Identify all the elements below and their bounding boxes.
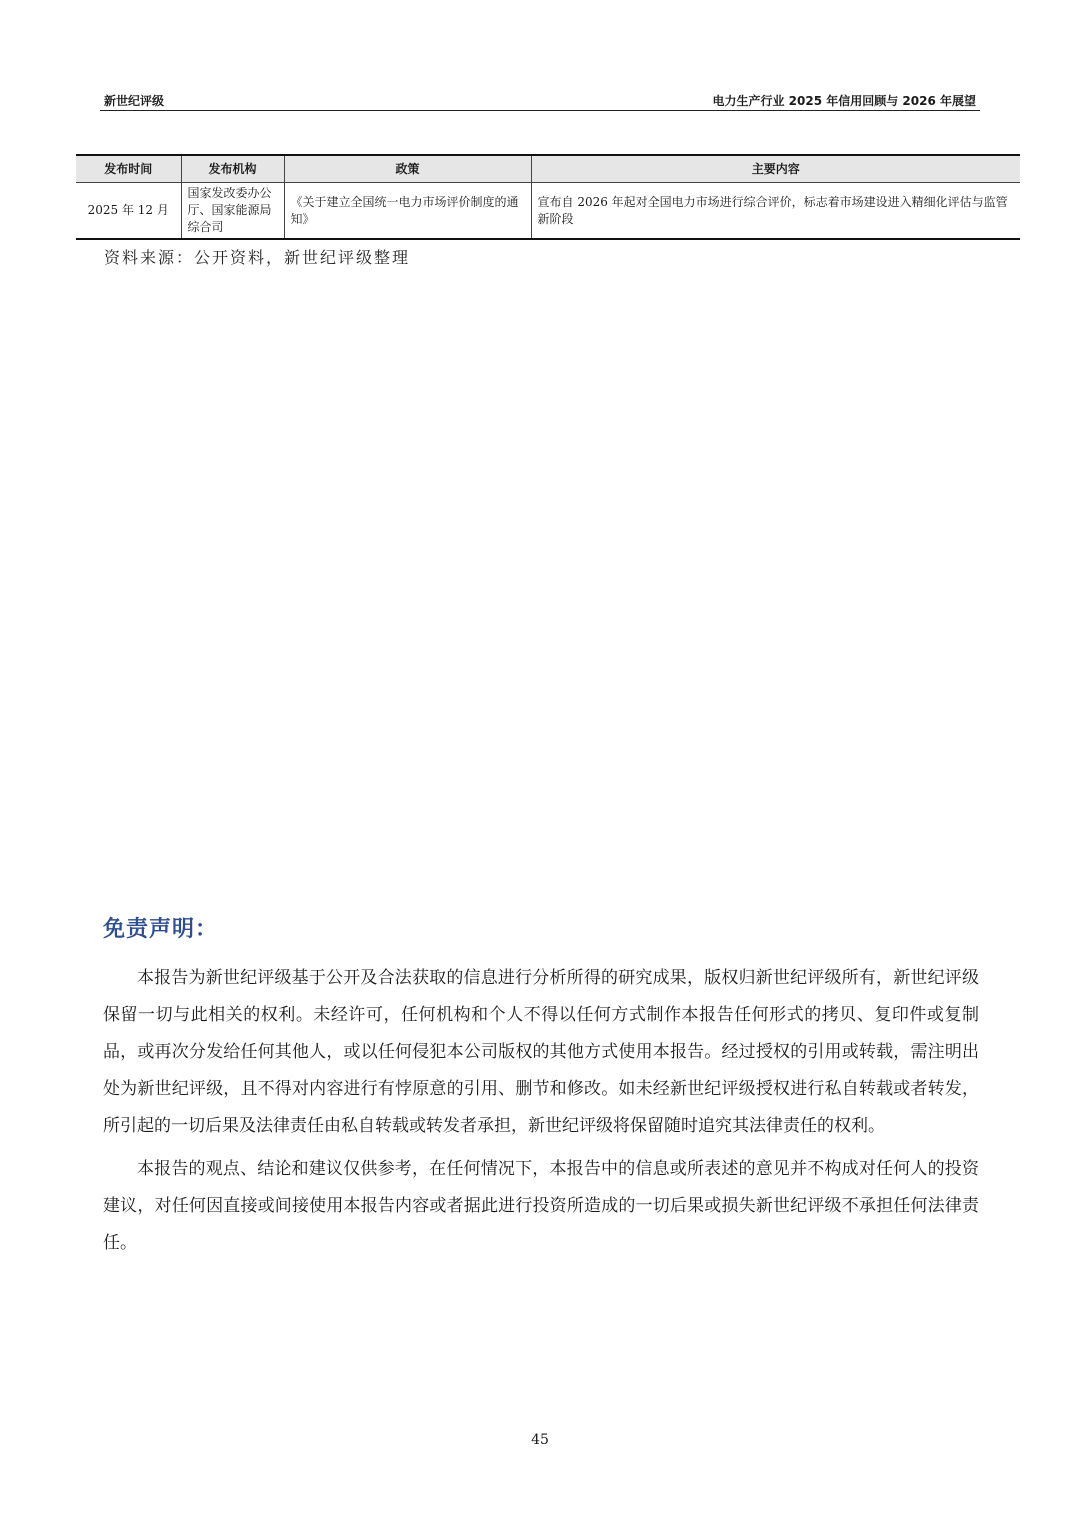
column-header-date: 发布时间 [76, 155, 181, 183]
table-header-row [76, 155, 1020, 183]
header-report-title: 电力生产行业 2025 年信用回顾与 2026 年展望 [712, 94, 976, 108]
disclaimer-paragraph: 本报告的观点、结论和建议仅供参考，在任何情况下，本报告中的信息或所表述的意见并不构成对任何人的投资建议，对任何因直接或间接使用本报告内容或者据此进行投资所造成的一切后果或损失新世纪评级不承担任何法律责任。 [103, 1159, 979, 1253]
column-header-policy: 政策 [284, 155, 531, 183]
column-header-content: 主要内容 [531, 155, 1020, 183]
disclaimer-title: 免责声明： [103, 917, 219, 942]
table-row [76, 183, 1020, 240]
cell-policy: 《关于建立全国统一电力市场评价制度的通知》 [284, 183, 531, 240]
disclaimer-body [103, 960, 979, 1268]
disclaimer-paragraph: 本报告为新世纪评级基于公开及合法获取的信息进行分析所得的研究成果，版权归新世纪评级所有，新世纪评级保留一切与此相关的权利。未经许可，任何机构和个人不得以任何方式制作本报告任何形式的拷贝、复印件或复制品，或再次分发给任何其他人，或以任何侵犯本公司版权的其他方式使用本报告。经过授权的引用或转载，需注明出处为新世纪评级，且不得对内容进行有悖原意的引用、删节和修改。如未经新世纪评级授权进行私自转载或者转发，所引起的一切后果及法律责任由私自转载或转发者承担，新世纪评级将保留随时追究其法律责任的权利。 [103, 968, 979, 1136]
header-divider [100, 110, 980, 111]
header-org-name: 新世纪评级 [104, 94, 165, 108]
policy-table [76, 154, 1020, 240]
cell-agency: 国家发改委办公厅、国家能源局综合司 [181, 183, 284, 240]
column-header-agency: 发布机构 [181, 155, 284, 183]
table-source-note: 资料来源：公开资料，新世纪评级整理 [104, 248, 411, 267]
cell-date: 2025 年 12 月 [76, 183, 181, 240]
cell-content: 宣布自 2026 年起对全国电力市场进行综合评价，标志着市场建设进入精细化评估与监管新阶段 [531, 183, 1020, 240]
page-number: 45 [531, 1432, 549, 1448]
